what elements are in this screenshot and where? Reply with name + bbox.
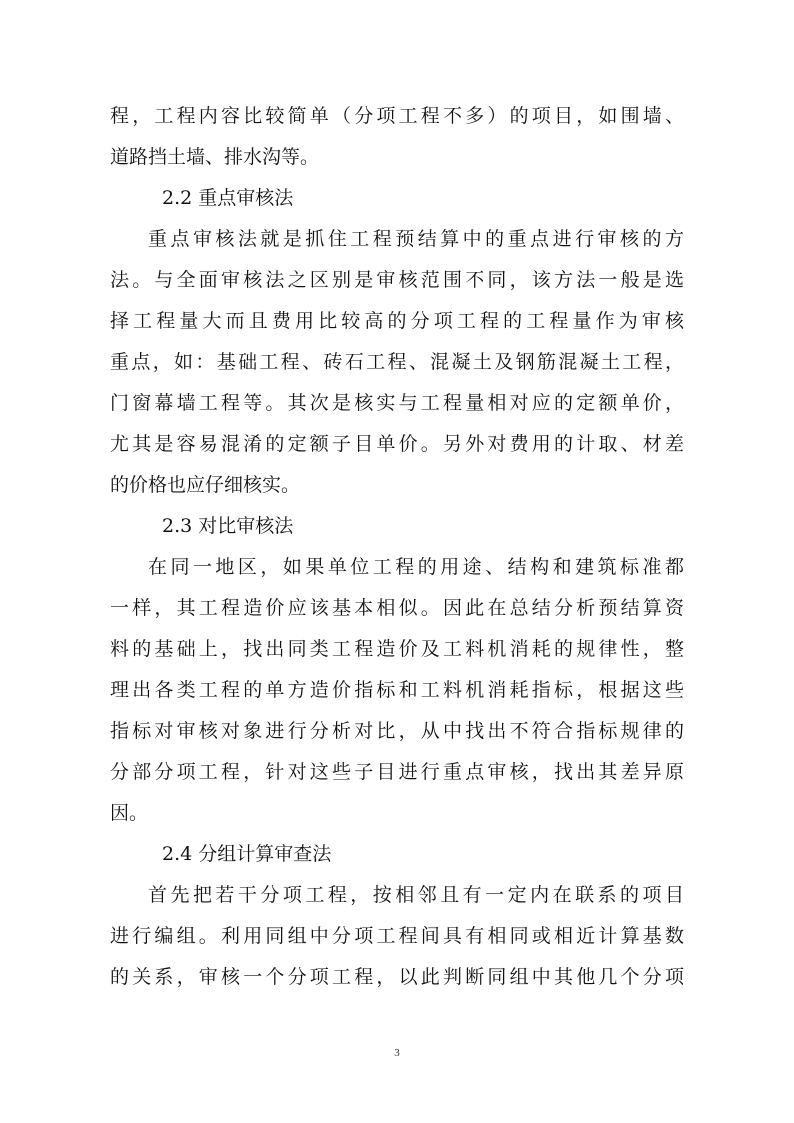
text-line: 法。与全面审核法之区别是审核范围不同，该方法一般是选 xyxy=(110,269,684,291)
text-line: 重点，如：基础工程、砖石工程、混凝土及钢筋混凝土工程， xyxy=(110,351,684,373)
paragraph-first-line: 首先把若干分项工程，按相邻且有一定内在联系的项目 xyxy=(148,884,684,906)
text-line: 指标对审核对象进行分析对比，从中找出不符合指标规律的 xyxy=(110,720,684,742)
text-line: 分部分项工程，针对这些子目进行重点审核，找出其差异原 xyxy=(110,761,684,783)
page-number: 3 xyxy=(394,1047,400,1059)
section-heading: 2.4 分组计算审查法 xyxy=(162,843,332,865)
text-line: 料的基础上，找出同类工程造价及工料机消耗的规律性，整 xyxy=(110,638,684,660)
text-line: 一样，其工程造价应该基本相似。因此在总结分析预结算资 xyxy=(110,597,684,619)
paragraph-first-line: 重点审核法就是抓住工程预结算中的重点进行审核的方 xyxy=(148,228,684,250)
text-line: 理出各类工程的单方造价指标和工料机消耗指标，根据这些 xyxy=(110,679,684,701)
text-line: 程，工程内容比较简单（分项工程不多）的项目，如围墙、 xyxy=(110,105,684,127)
text-line: 门窗幕墙工程等。其次是核实与工程量相对应的定额单价， xyxy=(110,392,684,414)
text-line: 的关系，审核一个分项工程，以此判断同组中其他几个分项 xyxy=(110,966,684,988)
text-line: 道路挡土墙、排水沟等。 xyxy=(110,146,320,168)
text-line: 尤其是容易混淆的定额子目单价。另外对费用的计取、材差 xyxy=(110,433,684,455)
document-body xyxy=(110,96,684,998)
paragraph-first-line: 在同一地区，如果单位工程的用途、结构和建筑标准都 xyxy=(148,556,684,578)
text-line: 因。 xyxy=(110,802,149,824)
text-line: 的价格也应仔细核实。 xyxy=(110,474,301,496)
text-line: 择工程量大而且费用比较高的分项工程的工程量作为审核 xyxy=(110,310,684,332)
section-heading: 2.3 对比审核法 xyxy=(162,515,294,537)
text-line: 进行编组。利用同组中分项工程间具有相同或相近计算基数 xyxy=(110,925,684,947)
section-heading: 2.2 重点审核法 xyxy=(162,187,294,209)
